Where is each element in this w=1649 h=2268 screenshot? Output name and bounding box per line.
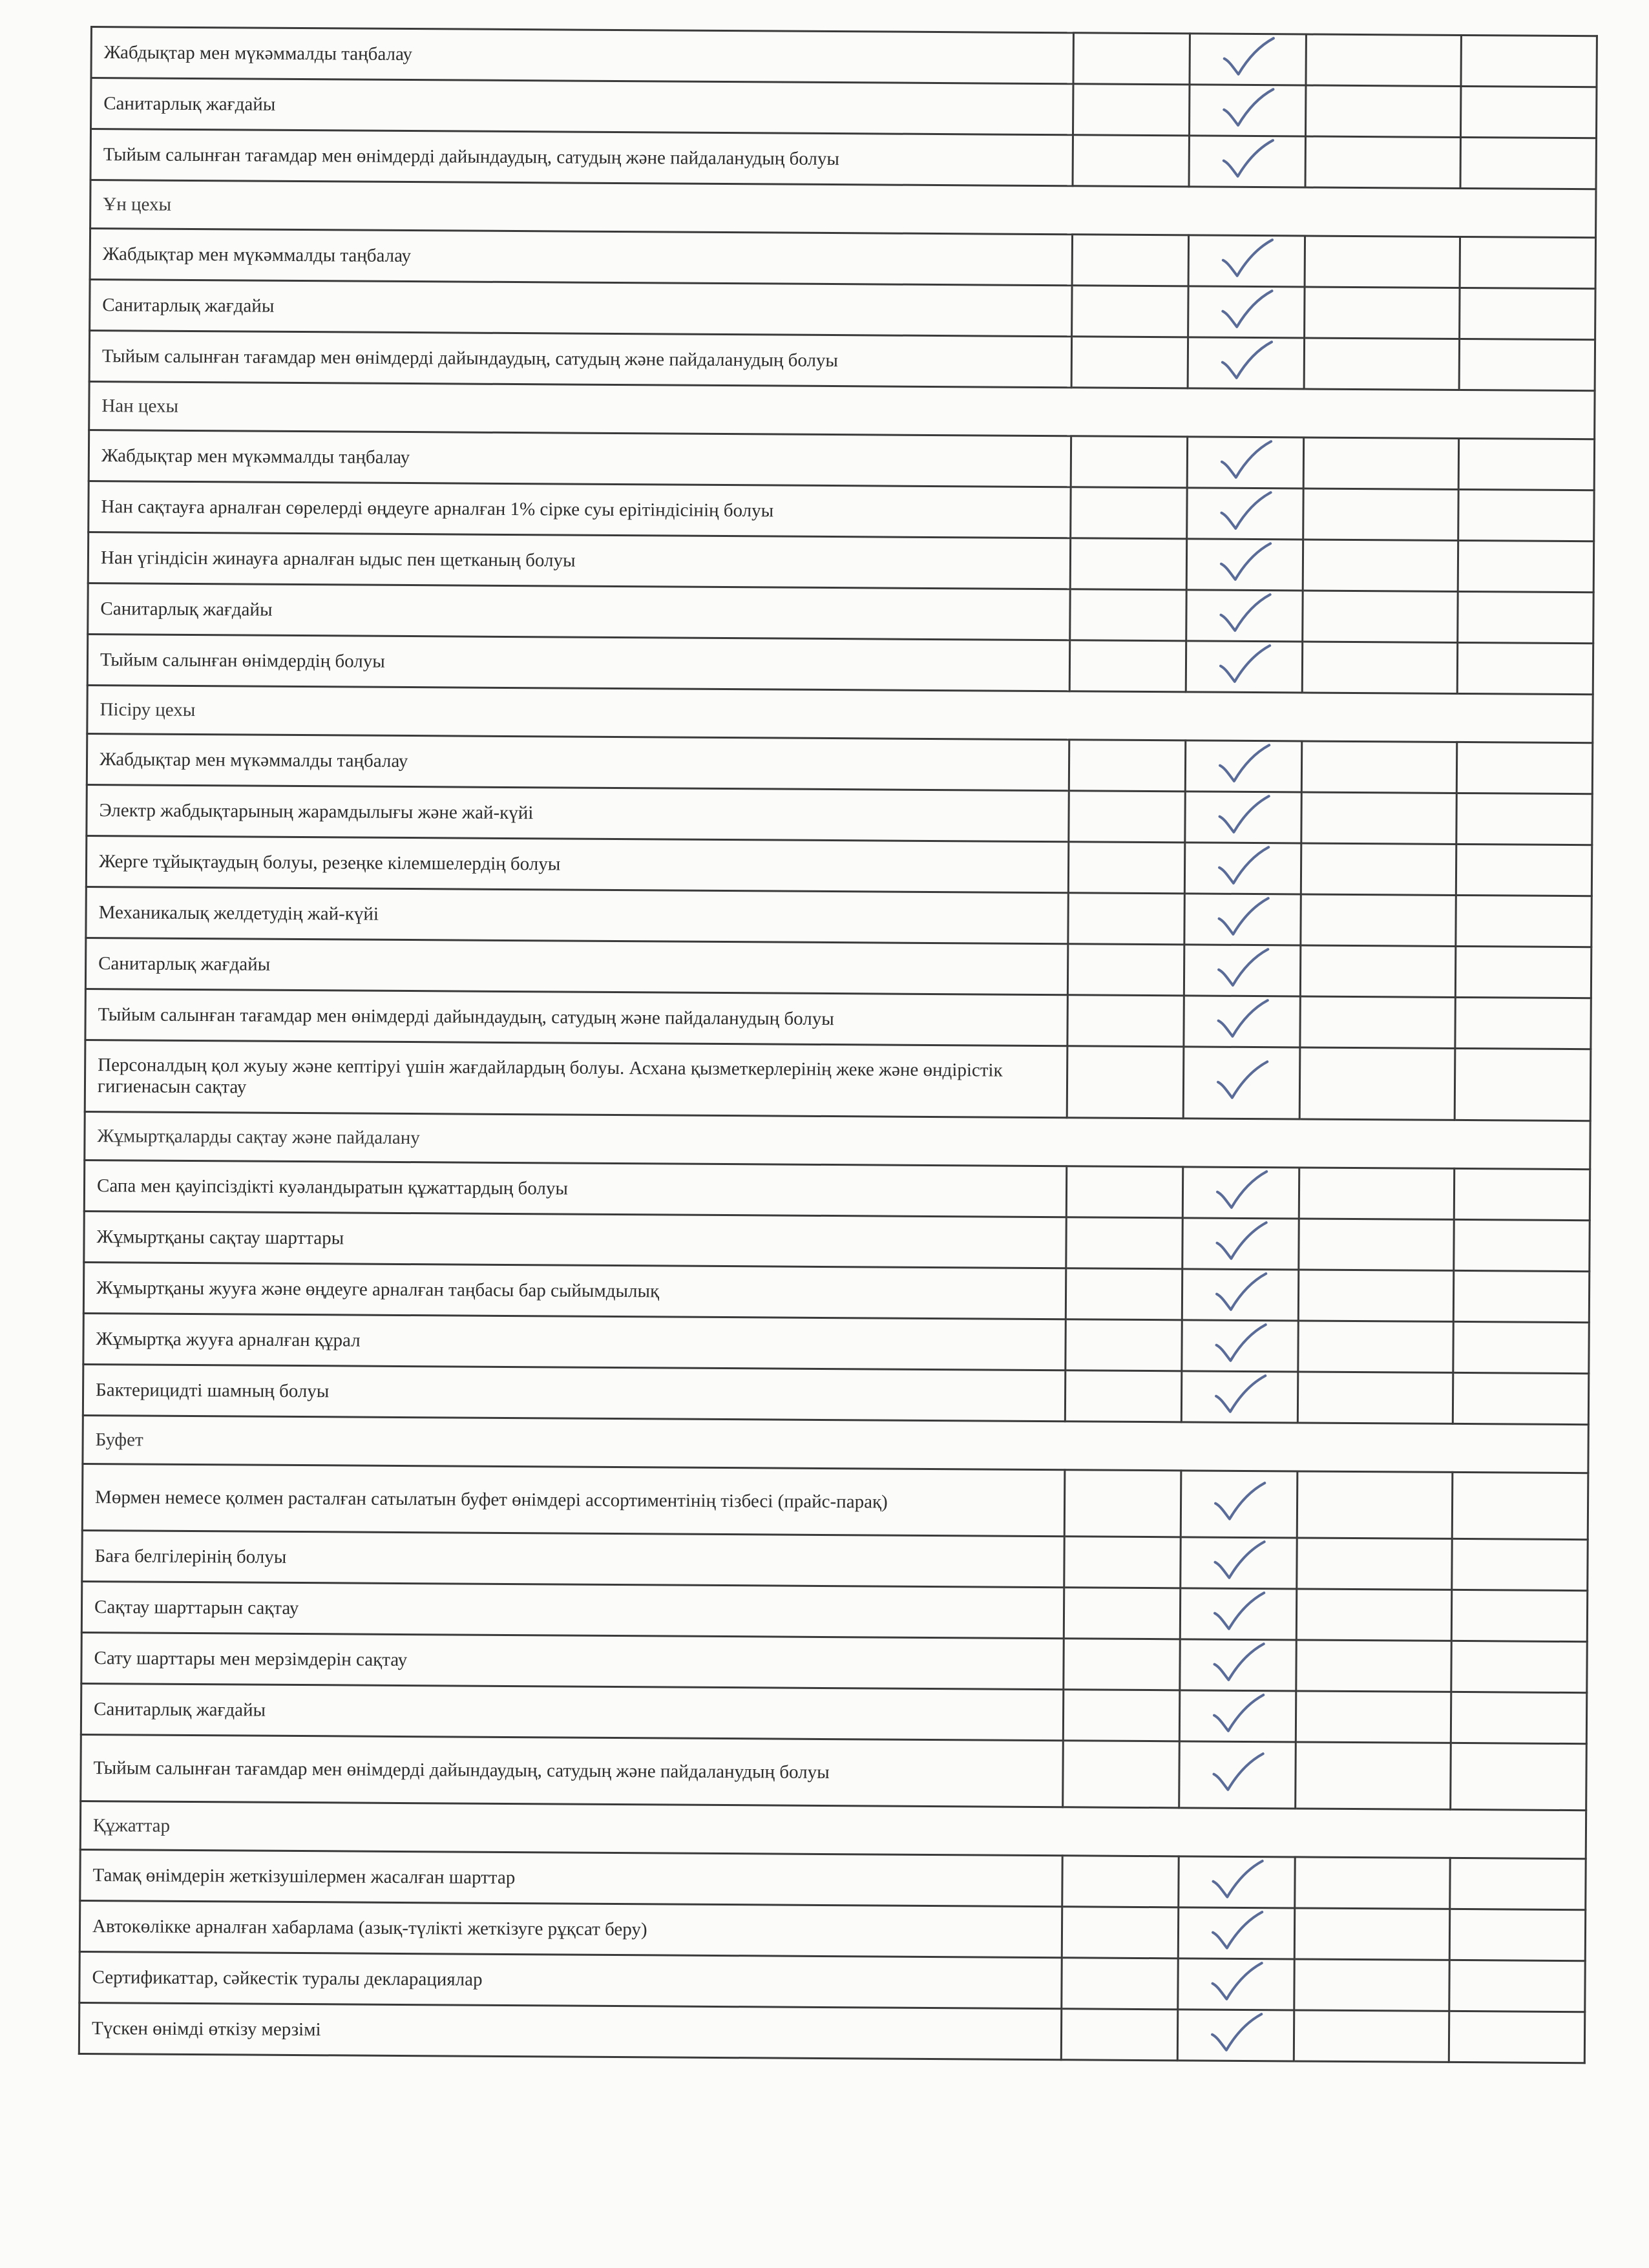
cell-column-3[interactable]: [1296, 1691, 1451, 1743]
checklist-row: [85, 1040, 1591, 1120]
criterion-text: Мөрмен немесе қолмен расталған сатылатын буфет өнімдері ассортиментінің тізбесі (прайс-парақ): [82, 1464, 1065, 1536]
checklist-row: [81, 1683, 1586, 1743]
cell-column-4[interactable]: [1457, 642, 1593, 694]
cell-column-2[interactable]: [1184, 945, 1300, 996]
cell-column-3[interactable]: [1296, 1742, 1451, 1809]
cell-column-3[interactable]: [1301, 792, 1456, 844]
checkmark-icon: [1213, 947, 1271, 990]
cell-column-3[interactable]: [1296, 1589, 1451, 1641]
cell-column-3[interactable]: [1296, 1640, 1451, 1692]
cell-column-3[interactable]: [1300, 945, 1455, 997]
cell-column-3[interactable]: [1298, 1321, 1453, 1372]
checkmark-icon: [1219, 36, 1277, 79]
checkmark-icon: [1208, 1692, 1266, 1736]
cell-column-1[interactable]: [1066, 1268, 1182, 1320]
cell-column-4[interactable]: [1453, 1321, 1589, 1373]
inspection-checklist-table: [78, 26, 1598, 2064]
criterion-text: Жабдықтар мен мүкәммалды таңбалау: [89, 430, 1071, 487]
cell-column-1[interactable]: [1066, 1166, 1182, 1218]
cell-column-4[interactable]: [1449, 1960, 1585, 2011]
checkmark-icon: [1207, 1909, 1265, 1953]
cell-column-1[interactable]: [1069, 740, 1185, 792]
criterion-text: Жабдықтар мен мүкәммалды таңбалау: [87, 733, 1069, 790]
cell-column-1[interactable]: [1062, 1856, 1179, 1907]
cell-column-4[interactable]: [1451, 1692, 1586, 1743]
cell-column-1[interactable]: [1071, 487, 1187, 539]
cell-column-3[interactable]: [1303, 540, 1458, 591]
checkmark-icon: [1207, 1960, 1265, 2004]
cell-column-2[interactable]: [1188, 235, 1305, 287]
section-title: Пісіру цехы: [87, 685, 1593, 742]
cell-column-2[interactable]: [1179, 1856, 1295, 1908]
criterion-text: Санитарлық жағдайы: [85, 938, 1067, 994]
cell-column-1[interactable]: [1062, 1907, 1178, 1958]
checklist-row: [81, 1632, 1587, 1692]
section-header-row: [90, 180, 1596, 238]
section-header-row: [80, 1801, 1586, 1858]
cell-column-4[interactable]: [1452, 1538, 1588, 1590]
section-title: Буфет: [83, 1415, 1588, 1473]
criterion-text: Персоналдың қол жуыу және кептіруі үшін жағдайлардың болуы. Асхана қызметкерлерінің жеке және өндірістік гигиенасын сақтау: [85, 1040, 1067, 1117]
criterion-text: Сертификаттар, сәйкестік туралы декларациялар: [79, 1951, 1062, 2008]
cell-column-3[interactable]: [1294, 1908, 1449, 1960]
cell-column-2[interactable]: [1180, 1639, 1296, 1691]
cell-column-2[interactable]: [1177, 2010, 1294, 2061]
cell-column-2[interactable]: [1181, 1371, 1297, 1423]
cell-column-3[interactable]: [1301, 741, 1456, 793]
checkmark-icon: [1218, 138, 1276, 181]
cell-column-4[interactable]: [1458, 489, 1594, 541]
cell-column-4[interactable]: [1458, 540, 1593, 592]
cell-column-2[interactable]: [1179, 1690, 1296, 1742]
cell-column-1[interactable]: [1067, 1046, 1184, 1118]
cell-column-4[interactable]: [1454, 1219, 1590, 1271]
cell-column-4[interactable]: [1450, 1858, 1586, 1909]
cell-column-2[interactable]: [1182, 1167, 1299, 1219]
checklist-row: [91, 27, 1597, 87]
cell-column-4[interactable]: [1449, 2011, 1584, 2063]
checkmark-icon: [1214, 793, 1272, 837]
cell-column-2[interactable]: [1181, 1471, 1297, 1538]
criterion-text: Тыйым салынған тағамдар мен өнімдерді дайындаудың, сатудың және пайдаланудың болуы: [85, 989, 1067, 1045]
criterion-text: Тамақ өнімдерін жеткізушілермен жасалған шарттар: [80, 1849, 1062, 1906]
checkmark-icon: [1210, 1480, 1268, 1524]
cell-column-3[interactable]: [1294, 2010, 1449, 2062]
cell-column-4[interactable]: [1460, 288, 1595, 339]
checklist-row: [80, 1849, 1586, 1909]
cell-column-1[interactable]: [1064, 1470, 1181, 1537]
checkmark-icon: [1216, 439, 1274, 482]
cell-column-4[interactable]: [1456, 844, 1591, 896]
cell-column-3[interactable]: [1298, 1270, 1453, 1321]
cell-column-3[interactable]: [1302, 642, 1457, 693]
cell-column-1[interactable]: [1073, 84, 1189, 136]
checkmark-icon: [1213, 896, 1272, 939]
cell-column-2[interactable]: [1189, 85, 1305, 136]
checklist-row: [90, 229, 1595, 289]
section-title: Ұн цехы: [90, 180, 1596, 238]
cell-column-2[interactable]: [1187, 437, 1303, 488]
checkmark-icon: [1212, 1059, 1270, 1102]
checklist-row: [88, 532, 1593, 592]
cell-column-2[interactable]: [1186, 641, 1302, 693]
cell-column-3[interactable]: [1305, 236, 1460, 288]
section-header-row: [83, 1415, 1588, 1473]
cell-column-4[interactable]: [1449, 1909, 1585, 1960]
checklist-row: [90, 280, 1595, 340]
checklist-row: [87, 784, 1592, 845]
cell-column-4[interactable]: [1460, 137, 1596, 189]
checkmark-icon: [1213, 845, 1272, 888]
checklist-row: [89, 481, 1594, 541]
section-title: Құжаттар: [80, 1801, 1586, 1858]
checklist-sheet: [78, 26, 1596, 2064]
criterion-text: Автокөлікке арналған хабарлама (азық-түлікті жеткізуге рұқсат беру): [79, 1900, 1062, 1957]
cell-column-1[interactable]: [1071, 337, 1188, 388]
cell-column-1[interactable]: [1071, 436, 1187, 488]
cell-column-3[interactable]: [1295, 1857, 1450, 1909]
cell-column-2[interactable]: [1178, 1958, 1294, 2010]
criterion-text: Нан үгіндісін жинауға арналған ыдыс пен щетканың болуы: [88, 532, 1070, 589]
cell-column-1[interactable]: [1063, 1741, 1180, 1808]
criterion-text: Сату шарттары мен мерзімдерін сақтау: [81, 1632, 1064, 1689]
cell-column-3[interactable]: [1305, 287, 1460, 339]
cell-column-1[interactable]: [1063, 1690, 1179, 1741]
criterion-text: Түскен өнімді өткізу мерзімі: [79, 2002, 1061, 2059]
checkmark-icon: [1214, 742, 1272, 786]
checklist-row: [86, 887, 1591, 947]
cell-column-4[interactable]: [1453, 1372, 1588, 1424]
cell-column-1[interactable]: [1067, 995, 1184, 1047]
cell-column-1[interactable]: [1068, 893, 1184, 945]
cell-column-1[interactable]: [1062, 1958, 1178, 2010]
checkmark-icon: [1208, 1858, 1266, 1902]
criterion-text: Сапа мен қауіпсіздікті куәландыратын құжаттардың болуы: [84, 1160, 1066, 1217]
checkmark-icon: [1215, 541, 1274, 584]
cell-column-1[interactable]: [1064, 1639, 1180, 1690]
cell-column-4[interactable]: [1459, 339, 1595, 390]
checklist-row: [87, 733, 1592, 793]
cell-column-3[interactable]: [1305, 136, 1460, 188]
checkmark-icon: [1216, 490, 1274, 533]
cell-column-2[interactable]: [1189, 136, 1305, 187]
checkmark-icon: [1219, 87, 1277, 130]
section-title: Жұмыртқаларды сақтау және пайдалану: [85, 1111, 1590, 1169]
criterion-text: Бактерицидті шамның болуы: [83, 1364, 1065, 1421]
checklist-row: [83, 1262, 1589, 1322]
criterion-text: Санитарлық жағдайы: [81, 1683, 1063, 1740]
cell-column-4[interactable]: [1460, 86, 1596, 138]
criterion-text: Санитарлық жағдайы: [91, 78, 1073, 135]
cell-column-3[interactable]: [1301, 843, 1456, 895]
cell-column-3[interactable]: [1301, 894, 1456, 946]
criterion-text: Жұмыртқаны сақтау шарттары: [84, 1211, 1066, 1268]
cell-column-1[interactable]: [1068, 842, 1184, 894]
checklist-row: [90, 129, 1596, 189]
cell-column-2[interactable]: [1188, 337, 1304, 389]
cell-column-1[interactable]: [1073, 135, 1189, 187]
checklist-row: [82, 1530, 1588, 1590]
cell-column-1[interactable]: [1070, 589, 1186, 641]
cell-column-1[interactable]: [1064, 1588, 1180, 1639]
cell-column-3[interactable]: [1299, 1219, 1454, 1270]
criterion-text: Тыйым салынған тағамдар мен өнімдерді дайындаудың, сатудың және пайдаланудың болуы: [81, 1734, 1064, 1807]
checkmark-icon: [1208, 1751, 1266, 1794]
checklist-row: [86, 835, 1591, 896]
checkmark-icon: [1217, 339, 1275, 383]
cell-column-3[interactable]: [1303, 437, 1458, 489]
cell-column-1[interactable]: [1073, 33, 1190, 85]
cell-column-2[interactable]: [1184, 996, 1300, 1047]
cell-column-3[interactable]: [1303, 591, 1458, 642]
cell-column-1[interactable]: [1066, 1319, 1182, 1371]
checklist-row: [91, 78, 1597, 138]
cell-column-2[interactable]: [1182, 1269, 1298, 1321]
cell-column-3[interactable]: [1297, 1471, 1453, 1538]
cell-column-4[interactable]: [1452, 1472, 1588, 1539]
checkmark-icon: [1213, 998, 1271, 1041]
checkmark-icon: [1210, 1539, 1268, 1582]
cell-column-2[interactable]: [1178, 1907, 1294, 1959]
cell-column-2[interactable]: [1187, 488, 1303, 540]
checklist-row: [89, 331, 1595, 391]
checkmark-icon: [1215, 592, 1274, 635]
cell-column-2[interactable]: [1179, 1741, 1296, 1809]
criterion-text: Баға белгілерінің болуы: [82, 1530, 1064, 1587]
cell-column-1[interactable]: [1072, 286, 1188, 337]
checklist-row: [84, 1211, 1590, 1271]
criterion-text: Санитарлық жағдайы: [88, 583, 1070, 640]
cell-column-3[interactable]: [1306, 34, 1461, 86]
criterion-text: Тыйым салынған өнімдердің болуы: [87, 634, 1069, 691]
cell-column-3[interactable]: [1294, 1959, 1449, 2011]
checkmark-icon: [1215, 643, 1273, 686]
checklist-row: [79, 2002, 1584, 2063]
criterion-text: Сақтау шарттарын сақтау: [81, 1581, 1064, 1638]
criterion-text: Санитарлық жағдайы: [90, 280, 1072, 337]
cell-column-1[interactable]: [1064, 1537, 1181, 1588]
cell-column-4[interactable]: [1455, 1048, 1591, 1120]
cell-column-1[interactable]: [1069, 791, 1185, 843]
cell-column-4[interactable]: [1455, 946, 1591, 998]
cell-column-4[interactable]: [1455, 997, 1591, 1049]
cell-column-2[interactable]: [1190, 34, 1306, 85]
cell-column-3[interactable]: [1304, 338, 1459, 390]
checklist-row: [79, 1951, 1585, 2011]
cell-column-2[interactable]: [1180, 1588, 1296, 1640]
cell-column-2[interactable]: [1181, 1537, 1297, 1589]
checklist-row: [84, 1160, 1590, 1220]
checkmark-icon: [1209, 1590, 1267, 1633]
checklist-row: [82, 1464, 1588, 1539]
checkmark-icon: [1212, 1169, 1270, 1212]
checklist-row: [87, 634, 1593, 694]
cell-column-2[interactable]: [1184, 894, 1301, 945]
checklist-row: [81, 1581, 1587, 1641]
checklist-body: [79, 27, 1597, 2063]
checkmark-icon: [1206, 2011, 1265, 2055]
cell-column-2[interactable]: [1184, 843, 1301, 894]
checklist-row: [89, 430, 1594, 490]
checklist-row: [79, 1900, 1585, 1960]
cell-column-2[interactable]: [1183, 1047, 1300, 1119]
cell-column-2[interactable]: [1186, 590, 1303, 642]
checklist-row: [88, 583, 1593, 643]
cell-column-3[interactable]: [1297, 1372, 1453, 1423]
cell-column-1[interactable]: [1072, 235, 1188, 286]
cell-column-1[interactable]: [1066, 1217, 1182, 1269]
cell-column-3[interactable]: [1299, 1047, 1455, 1120]
cell-column-3[interactable]: [1300, 996, 1455, 1048]
section-header-row: [85, 1111, 1590, 1169]
cell-column-3[interactable]: [1303, 488, 1458, 540]
checkmark-icon: [1209, 1641, 1267, 1685]
section-header-row: [87, 685, 1593, 742]
criterion-text: Жұмыртқаны жууға және өңдеуге арналған таңбасы бар сыйымдылық: [83, 1262, 1066, 1319]
cell-column-4[interactable]: [1461, 35, 1597, 87]
checkmark-icon: [1217, 237, 1276, 280]
checkmark-icon: [1211, 1271, 1269, 1314]
cell-column-4[interactable]: [1451, 1743, 1587, 1810]
criterion-text: Тыйым салынған тағамдар мен өнімдерді дайындаудың, сатудың және пайдаланудың болуы: [89, 331, 1071, 388]
cell-column-2[interactable]: [1185, 792, 1301, 843]
checklist-row: [85, 938, 1591, 998]
checklist-row: [85, 989, 1591, 1049]
cell-column-3[interactable]: [1299, 1168, 1454, 1219]
cell-column-2[interactable]: [1182, 1218, 1299, 1270]
cell-column-4[interactable]: [1451, 1590, 1587, 1641]
cell-column-3[interactable]: [1305, 85, 1460, 137]
checklist-row: [83, 1364, 1588, 1424]
cell-column-1[interactable]: [1067, 944, 1184, 996]
checklist-row: [81, 1734, 1587, 1810]
cell-column-1[interactable]: [1061, 2009, 1177, 2061]
cell-column-4[interactable]: [1460, 236, 1595, 288]
cell-column-4[interactable]: [1453, 1270, 1589, 1322]
cell-column-1[interactable]: [1070, 538, 1186, 590]
cell-column-2[interactable]: [1188, 286, 1305, 338]
checklist-row: [83, 1313, 1589, 1373]
criterion-text: Жабдықтар мен мүкәммалды таңбалау: [91, 27, 1073, 84]
checkmark-icon: [1210, 1373, 1268, 1416]
criterion-text: Жерге тұйықтаудың болуы, резеңке кілемшелердің болуы: [86, 835, 1068, 892]
criterion-text: Нан сақтауға арналған сөрелерді өңдеуге арналған 1% сірке суы ерітіндісінің болуы: [89, 481, 1071, 538]
cell-column-1[interactable]: [1069, 640, 1186, 692]
cell-column-4[interactable]: [1456, 895, 1591, 947]
criterion-text: Тыйым салынған тағамдар мен өнімдерді дайындаудың, сатудың және пайдаланудың болуы: [90, 129, 1073, 186]
section-title: Нан цехы: [89, 381, 1595, 439]
criterion-text: Жабдықтар мен мүкәммалды таңбалау: [90, 229, 1072, 286]
cell-column-4[interactable]: [1458, 591, 1593, 643]
cell-column-4[interactable]: [1456, 742, 1592, 793]
checkmark-icon: [1211, 1322, 1269, 1365]
section-header-row: [89, 381, 1595, 439]
checkmark-icon: [1212, 1220, 1270, 1263]
cell-column-4[interactable]: [1451, 1641, 1587, 1692]
criterion-text: Электр жабдықтарының жарамдылығы және жай-күйі: [87, 784, 1069, 841]
checkmark-icon: [1217, 288, 1276, 331]
criterion-text: Механикалық желдетудің жай-күйі: [86, 887, 1068, 943]
cell-column-2[interactable]: [1182, 1320, 1298, 1372]
cell-column-2[interactable]: [1185, 740, 1301, 792]
cell-column-1[interactable]: [1065, 1370, 1181, 1422]
cell-column-4[interactable]: [1456, 793, 1592, 845]
cell-column-4[interactable]: [1454, 1168, 1590, 1220]
cell-column-3[interactable]: [1297, 1538, 1452, 1590]
cell-column-2[interactable]: [1186, 539, 1303, 591]
cell-column-4[interactable]: [1458, 438, 1594, 490]
criterion-text: Жұмыртқа жууға арналған құрал: [83, 1313, 1066, 1370]
